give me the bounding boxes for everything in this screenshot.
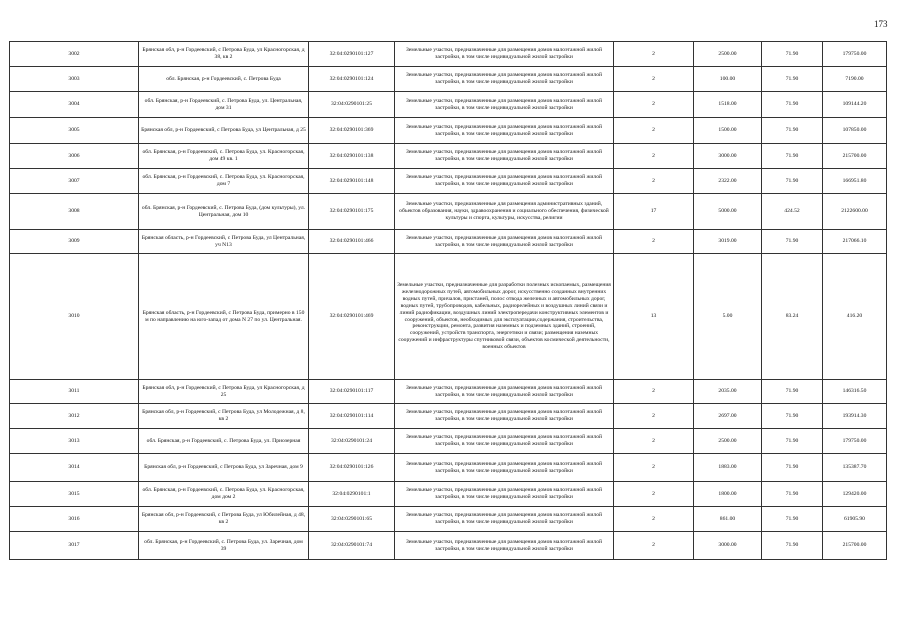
table-row bbox=[10, 42, 887, 67]
land-use-cell: Земельные участки, предназначенные для размещения домов малоэтажной жилой застройки, в том числе индивидуальной жилой застройки bbox=[395, 532, 614, 560]
table-row bbox=[10, 454, 887, 482]
cadastral-number-cell: 32:04:0290101:469 bbox=[309, 254, 395, 380]
area-cell: 1518.00 bbox=[694, 92, 762, 118]
cadastral-number-cell: 32:04:0290101:25 bbox=[309, 92, 395, 118]
row-number: 3013 bbox=[10, 429, 139, 454]
land-use-cell: Земельные участки, предназначенные для размещения домов малоэтажной жилой застройки, в том числе индивидуальной жилой застройки bbox=[395, 169, 614, 194]
table-row bbox=[10, 169, 887, 194]
rate-cell: 71.90 bbox=[762, 230, 823, 254]
cadastral-value-cell: 129420.00 bbox=[823, 482, 887, 507]
cadastral-value-cell: 217066.10 bbox=[823, 230, 887, 254]
rate-cell: 71.90 bbox=[762, 482, 823, 507]
row-number: 3012 bbox=[10, 404, 139, 429]
area-cell: 2322.00 bbox=[694, 169, 762, 194]
row-number: 3016 bbox=[10, 507, 139, 532]
address-cell: обл. Брянская, р-н Гордеевский, с. Петрова Буда, ул. Приозерная bbox=[139, 429, 309, 454]
table-row bbox=[10, 230, 887, 254]
group-cell: 2 bbox=[614, 144, 694, 169]
cadastral-value-cell: 146316.50 bbox=[823, 380, 887, 404]
land-use-cell: Земельные участки, предназначенные для размещения домов малоэтажной жилой застройки, в том числе индивидуальной жилой застройки bbox=[395, 482, 614, 507]
group-cell: 2 bbox=[614, 42, 694, 67]
address-cell: обл. Брянская, р-н Гордеевский, с. Петрова Буда bbox=[139, 67, 309, 92]
address-cell: Брянская обл, р-н Гордеевский, с Петрова Буда, ул Центральная, д 25 bbox=[139, 118, 309, 144]
land-registry-table bbox=[9, 41, 887, 560]
address-cell: Брянская обл, р-н Гордеевский, с Петрова Буда, ул Молодежная, д 8, кв 2 bbox=[139, 404, 309, 429]
address-cell: Брянская область, р-н Гордеевский, с Петрова Буда, примерно в 150 м по направлению на юго-запад от дома N 27 по ул. Центральная. bbox=[139, 254, 309, 380]
address-cell: обл. Брянская, р-н Гордеевский, с. Петрова Буда, ул. Красногорская, дом дом 2 bbox=[139, 482, 309, 507]
land-use-cell: Земельные участки, предназначенные для разработки полезных ископаемых, размещения железнодорожных путей, автомобильных дорог, искусственно созданных внутренних водных путей, причалов, пристаней, полос отвода железных и автомобильных дорог, водных путей, трубопроводов, кабельных, радиорелейных и воздушных линий связи и линий радиофикации, воздушных линий электропередачи конструктивных элементов и сооружений, объектов, необходимых для эксплуатации,содержания, строительства, реконструкции, ремонта, развития наземных и подземных зданий, строений, сооружений, устройств транспорта, энергетики и связи; размещения наземных сооружений и инфраструктуры спутниковой связи, объектов космической деятельности, военных объектов bbox=[395, 254, 614, 380]
rate-cell: 71.90 bbox=[762, 67, 823, 92]
group-cell: 2 bbox=[614, 67, 694, 92]
area-cell: 1500.00 bbox=[694, 118, 762, 144]
land-use-cell: Земельные участки, предназначенные для размещения домов малоэтажной жилой застройки, в том числе индивидуальной жилой застройки bbox=[395, 230, 614, 254]
row-number: 3006 bbox=[10, 144, 139, 169]
row-number: 3017 bbox=[10, 532, 139, 560]
land-use-cell: Земельные участки, предназначенные для размещения домов малоэтажной жилой застройки, в том числе индивидуальной жилой застройки bbox=[395, 380, 614, 404]
row-number: 3015 bbox=[10, 482, 139, 507]
group-cell: 2 bbox=[614, 380, 694, 404]
area-cell: 5.00 bbox=[694, 254, 762, 380]
cadastral-value-cell: 7190.00 bbox=[823, 67, 887, 92]
cadastral-value-cell: 166951.80 bbox=[823, 169, 887, 194]
row-number: 3011 bbox=[10, 380, 139, 404]
table-row bbox=[10, 429, 887, 454]
row-number: 3007 bbox=[10, 169, 139, 194]
table-row bbox=[10, 254, 887, 380]
land-use-cell: Земельные участки, предназначенные для размещения домов малоэтажной жилой застройки, в том числе индивидуальной жилой застройки bbox=[395, 429, 614, 454]
table-row bbox=[10, 404, 887, 429]
row-number: 3010 bbox=[10, 254, 139, 380]
cadastral-number-cell: 32:04:0290101:148 bbox=[309, 169, 395, 194]
land-use-cell: Земельные участки, предназначенные для размещения домов малоэтажной жилой застройки, в том числе индивидуальной жилой застройки bbox=[395, 507, 614, 532]
row-number: 3002 bbox=[10, 42, 139, 67]
land-use-cell: Земельные участки, предназначенные для размещения домов малоэтажной жилой застройки, в том числе индивидуальной жилой застройки bbox=[395, 144, 614, 169]
group-cell: 2 bbox=[614, 92, 694, 118]
table-row bbox=[10, 194, 887, 230]
row-number: 3008 bbox=[10, 194, 139, 230]
cadastral-value-cell: 215700.00 bbox=[823, 144, 887, 169]
rate-cell: 71.90 bbox=[762, 118, 823, 144]
rate-cell: 71.90 bbox=[762, 454, 823, 482]
group-cell: 2 bbox=[614, 230, 694, 254]
page-number: 173 bbox=[874, 19, 888, 29]
cadastral-number-cell: 32:04:0290101:369 bbox=[309, 118, 395, 144]
table-row bbox=[10, 144, 887, 169]
rate-cell: 83.24 bbox=[762, 254, 823, 380]
cadastral-value-cell: 107850.00 bbox=[823, 118, 887, 144]
row-number: 3009 bbox=[10, 230, 139, 254]
address-cell: обл. Брянская, р-н Гордеевский, с. Петрова Буда, ул. Красногорская, дом 7 bbox=[139, 169, 309, 194]
table-row bbox=[10, 92, 887, 118]
rate-cell: 71.90 bbox=[762, 144, 823, 169]
area-cell: 3000.00 bbox=[694, 532, 762, 560]
group-cell: 2 bbox=[614, 532, 694, 560]
address-cell: обл. Брянская, р-н Гордеевский, с. Петрова Буда, ул. Центральная, дом 31 bbox=[139, 92, 309, 118]
cadastral-number-cell: 32:04:0290101:175 bbox=[309, 194, 395, 230]
address-cell: Брянская обл, р-н Гордеевский, с Петрова Буда, ул Красногорская, д 38, кв 2 bbox=[139, 42, 309, 67]
address-cell: обл. Брянская, р-н Гордеевский, с. Петрова Буда, ул. Красногорская, дом 49 кв. 1 bbox=[139, 144, 309, 169]
group-cell: 17 bbox=[614, 194, 694, 230]
address-cell: Брянская обл, р-н Гордеевский, с Петрова Буда, ул Заречная, дом 9 bbox=[139, 454, 309, 482]
cadastral-number-cell: 32:04:0290101:466 bbox=[309, 230, 395, 254]
table-row bbox=[10, 380, 887, 404]
table-row bbox=[10, 67, 887, 92]
cadastral-value-cell: 109144.20 bbox=[823, 92, 887, 118]
cadastral-number-cell: 32:04:0290101:24 bbox=[309, 429, 395, 454]
area-cell: 100.00 bbox=[694, 67, 762, 92]
cadastral-number-cell: 32:04:0290101:138 bbox=[309, 144, 395, 169]
land-use-cell: Земельные участки, предназначенные для размещения домов малоэтажной жилой застройки, в том числе индивидуальной жилой застройки bbox=[395, 118, 614, 144]
cadastral-value-cell: 416.20 bbox=[823, 254, 887, 380]
group-cell: 2 bbox=[614, 404, 694, 429]
group-cell: 13 bbox=[614, 254, 694, 380]
group-cell: 2 bbox=[614, 429, 694, 454]
cadastral-value-cell: 2122600.00 bbox=[823, 194, 887, 230]
cadastral-number-cell: 32:04:0290101:114 bbox=[309, 404, 395, 429]
land-use-cell: Земельные участки, предназначенные для размещения домов малоэтажной жилой застройки, в том числе индивидуальной жилой застройки bbox=[395, 67, 614, 92]
land-use-cell: Земельные участки, предназначенные для размещения домов малоэтажной жилой застройки, в том числе индивидуальной жилой застройки bbox=[395, 454, 614, 482]
address-cell: Брянская область, р-н Гордеевский, с Петрова Буда, ул Центральная, уч N13 bbox=[139, 230, 309, 254]
rate-cell: 71.90 bbox=[762, 532, 823, 560]
rate-cell: 424.52 bbox=[762, 194, 823, 230]
rate-cell: 71.90 bbox=[762, 169, 823, 194]
rate-cell: 71.90 bbox=[762, 92, 823, 118]
area-cell: 1800.00 bbox=[694, 482, 762, 507]
area-cell: 3019.00 bbox=[694, 230, 762, 254]
land-use-cell: Земельные участки, предназначенные для размещения административных зданий, объектов образования, науки, здравоохранения и социального обеспечения, физической культуры и спорта, культуры, искусства, религии bbox=[395, 194, 614, 230]
row-number: 3005 bbox=[10, 118, 139, 144]
row-number: 3014 bbox=[10, 454, 139, 482]
rate-cell: 71.90 bbox=[762, 507, 823, 532]
address-cell: обл. Брянская, р-н Гордеевский, с. Петрова Буда, ул. Заречная, дом 39 bbox=[139, 532, 309, 560]
table-row bbox=[10, 532, 887, 560]
group-cell: 2 bbox=[614, 454, 694, 482]
address-cell: Брянская обл, р-н Гордеевский, с Петрова Буда, ул Красногорская, д 25 bbox=[139, 380, 309, 404]
cadastral-number-cell: 32:04:0290101:65 bbox=[309, 507, 395, 532]
group-cell: 2 bbox=[614, 507, 694, 532]
cadastral-value-cell: 179750.00 bbox=[823, 429, 887, 454]
area-cell: 5000.00 bbox=[694, 194, 762, 230]
land-use-cell: Земельные участки, предназначенные для размещения домов малоэтажной жилой застройки, в том числе индивидуальной жилой застройки bbox=[395, 42, 614, 67]
address-cell: Брянская обл, р-н Гордеевский, с Петрова Буда, ул Юбилейная, д 48, кв 2 bbox=[139, 507, 309, 532]
row-number: 3004 bbox=[10, 92, 139, 118]
cadastral-value-cell: 193914.30 bbox=[823, 404, 887, 429]
cadastral-number-cell: 32:04:0290101:127 bbox=[309, 42, 395, 67]
cadastral-number-cell: 32:04:0290101:117 bbox=[309, 380, 395, 404]
group-cell: 2 bbox=[614, 118, 694, 144]
table-row bbox=[10, 507, 887, 532]
cadastral-number-cell: 32:04:0290101:74 bbox=[309, 532, 395, 560]
cadastral-value-cell: 135387.70 bbox=[823, 454, 887, 482]
rate-cell: 71.90 bbox=[762, 380, 823, 404]
area-cell: 1883.00 bbox=[694, 454, 762, 482]
land-use-cell: Земельные участки, предназначенные для размещения домов малоэтажной жилой застройки, в том числе индивидуальной жилой застройки bbox=[395, 92, 614, 118]
group-cell: 2 bbox=[614, 169, 694, 194]
cadastral-number-cell: 32:04:0290101:1 bbox=[309, 482, 395, 507]
table-body bbox=[10, 42, 887, 560]
area-cell: 2500.00 bbox=[694, 429, 762, 454]
table-row bbox=[10, 118, 887, 144]
cadastral-value-cell: 179750.00 bbox=[823, 42, 887, 67]
cadastral-value-cell: 61905.90 bbox=[823, 507, 887, 532]
cadastral-number-cell: 32:04:0290101:124 bbox=[309, 67, 395, 92]
rate-cell: 71.90 bbox=[762, 42, 823, 67]
area-cell: 3000.00 bbox=[694, 144, 762, 169]
rate-cell: 71.90 bbox=[762, 429, 823, 454]
group-cell: 2 bbox=[614, 482, 694, 507]
area-cell: 2697.00 bbox=[694, 404, 762, 429]
area-cell: 861.00 bbox=[694, 507, 762, 532]
area-cell: 2035.00 bbox=[694, 380, 762, 404]
area-cell: 2500.00 bbox=[694, 42, 762, 67]
row-number: 3003 bbox=[10, 67, 139, 92]
rate-cell: 71.90 bbox=[762, 404, 823, 429]
cadastral-number-cell: 32:04:0290101:126 bbox=[309, 454, 395, 482]
land-use-cell: Земельные участки, предназначенные для размещения домов малоэтажной жилой застройки, в том числе индивидуальной жилой застройки bbox=[395, 404, 614, 429]
table-row bbox=[10, 482, 887, 507]
cadastral-value-cell: 215700.00 bbox=[823, 532, 887, 560]
address-cell: обл. Брянская, р-н Гордеевский, с. Петрова Буда, (дом культуры), ул. Центральная, дом 10 bbox=[139, 194, 309, 230]
